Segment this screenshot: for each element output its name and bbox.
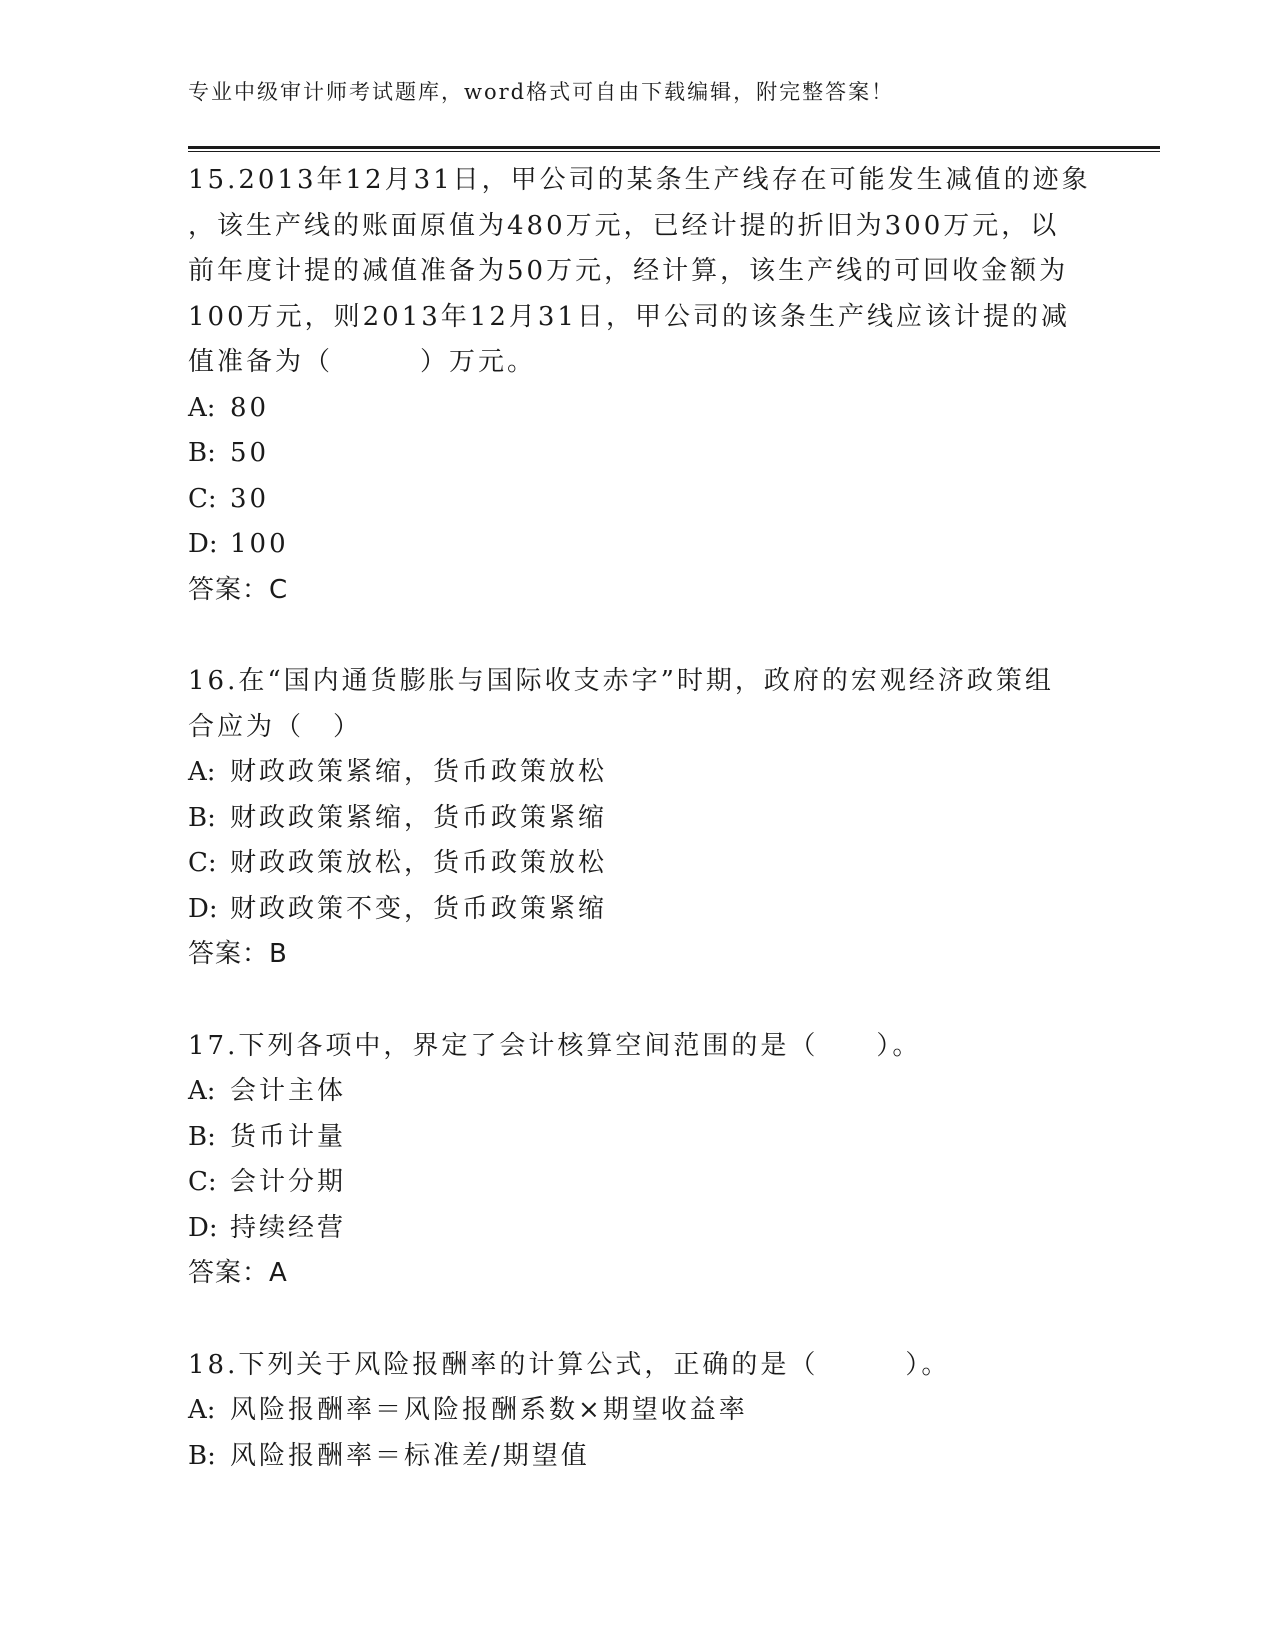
- header-divider-thick: [188, 146, 1160, 149]
- option-key: B:: [188, 438, 216, 468]
- option-text: 风险报酬率＝风险报酬系数×期望收益率: [230, 1395, 748, 1425]
- answer-label: 答案：B: [188, 939, 288, 969]
- option-text: 财政政策不变，货币政策紧缩: [230, 893, 608, 924]
- header-divider-thin: [188, 151, 1160, 152]
- option-text: 财政政策紧缩，货币政策放松: [230, 757, 608, 787]
- option-key: B:: [188, 802, 216, 833]
- option-text: 风险报酬率＝标准差/期望值: [230, 1440, 590, 1471]
- option-key: C:: [188, 1167, 217, 1197]
- option-c: [188, 477, 1088, 523]
- stem-line: 18.下列关于风险报酬率的计算公式，正确的是（ ）。: [188, 1349, 951, 1380]
- stem-line: 15.2013年12月31日，甲公司的某条生产线存在可能发生减值的迹象: [188, 165, 1091, 195]
- option-a: [188, 750, 1088, 796]
- option-text: 财政政策紧缩，货币政策紧缩: [230, 802, 608, 833]
- option-text: 50: [230, 438, 270, 468]
- option-text: 财政政策放松，货币政策放松: [230, 848, 608, 878]
- question-16: [188, 659, 1088, 978]
- option-key: A:: [188, 1076, 216, 1106]
- question-stem: [188, 158, 1091, 386]
- option-key: C:: [188, 483, 217, 514]
- option-key: D:: [188, 1212, 218, 1243]
- option-text: 会计分期: [230, 1167, 347, 1197]
- option-a: [188, 1069, 1088, 1115]
- answer-label: 答案：C: [188, 574, 289, 605]
- option-a: [188, 1388, 1088, 1434]
- stem-line: 17.下列各项中，界定了会计核算空间范围的是（ ）。: [188, 1030, 922, 1061]
- question-stem: [188, 659, 1088, 750]
- option-text: 持续经营: [230, 1212, 347, 1243]
- option-key: A:: [188, 1395, 216, 1425]
- question-17: [188, 1024, 1088, 1297]
- option-b: [188, 796, 1088, 842]
- option-d: [188, 1206, 1088, 1252]
- option-d: [188, 887, 1088, 933]
- option-c: [188, 841, 1088, 887]
- option-key: B:: [188, 1440, 216, 1471]
- question-stem: [188, 1024, 1088, 1070]
- stem-line: 合应为（ ）: [188, 711, 363, 742]
- option-b: [188, 1434, 1088, 1480]
- option-b: [188, 1115, 1088, 1161]
- option-text: 80: [230, 392, 270, 423]
- stem-line: 前年度计提的减值准备为50万元，经计算，该生产线的可回收金额为: [188, 256, 1069, 286]
- option-key: B:: [188, 1121, 216, 1152]
- question-15: [188, 158, 1091, 613]
- option-key: D:: [188, 893, 218, 924]
- stem-line: 值准备为（ ）万元。: [188, 347, 537, 377]
- stem-line: 100万元，则2013年12月31日，甲公司的该条生产线应该计提的减: [188, 301, 1070, 332]
- option-text: 100: [230, 529, 289, 559]
- option-c: [188, 1160, 1088, 1206]
- option-text: 30: [230, 483, 270, 514]
- stem-line: ，该生产线的账面原值为480万元，已经计提的折旧为300万元，以: [188, 210, 1060, 241]
- answer-label: 答案：A: [188, 1258, 288, 1288]
- option-key: A:: [188, 757, 216, 787]
- option-key: D:: [188, 529, 218, 559]
- option-text: 货币计量: [230, 1121, 347, 1152]
- option-a: [188, 386, 1088, 432]
- option-text: 会计主体: [230, 1076, 347, 1106]
- page-header: 专业中级审计师考试题库，word格式可自由下载编辑，附完整答案！: [188, 80, 895, 104]
- option-key: A:: [188, 392, 216, 423]
- option-d: [188, 522, 1088, 568]
- option-b: [188, 431, 1088, 477]
- question-18: [188, 1343, 1088, 1480]
- question-stem: [188, 1343, 1088, 1389]
- option-key: C:: [188, 848, 217, 878]
- question-list: [188, 158, 1091, 1525]
- stem-line: 16.在“国内通货膨胀与国际收支赤字”时期，政府的宏观经济政策组: [188, 666, 1054, 696]
